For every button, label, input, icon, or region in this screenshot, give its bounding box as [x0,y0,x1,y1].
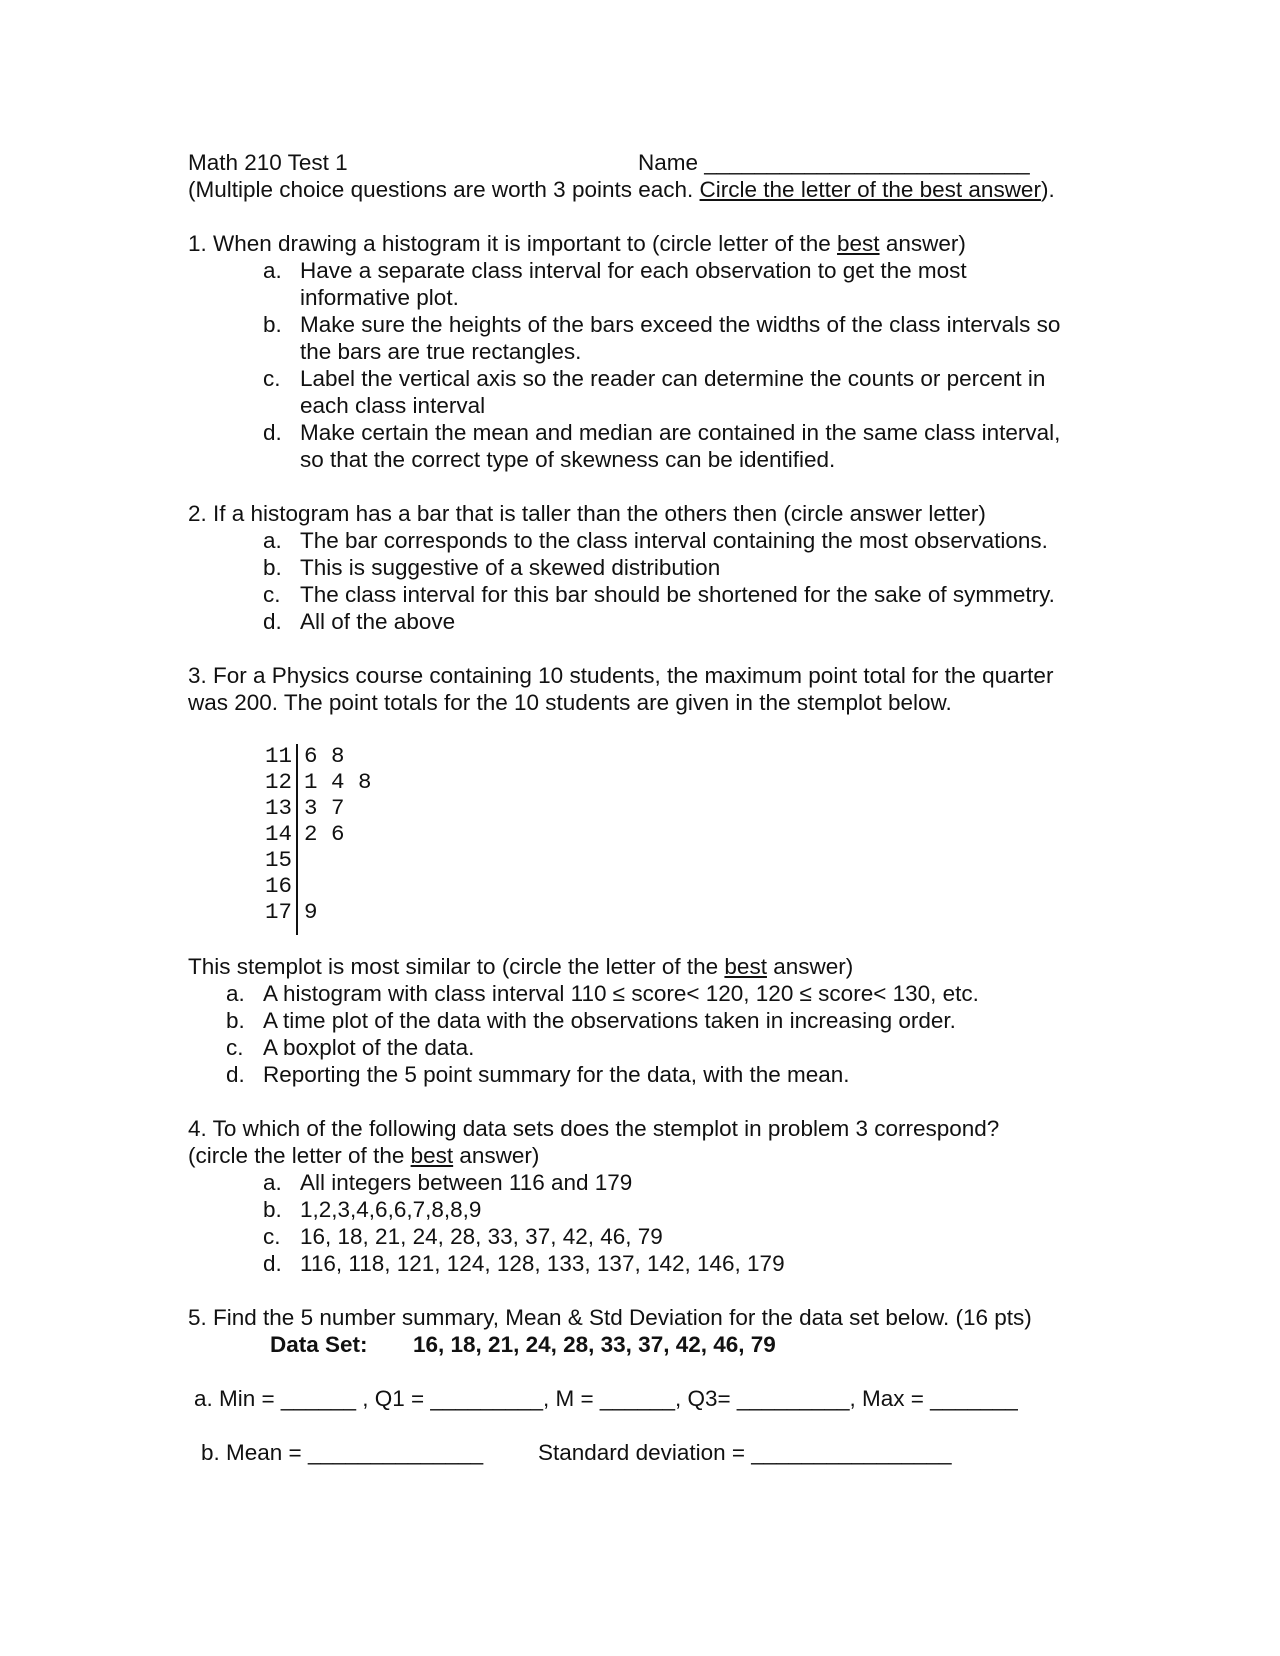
q5-summary-row[interactable]: a. Min = ______ , Q1 = _________, M = ______, Q3= _________, Max = _______ [194,1386,1018,1411]
q5-stem: 5. Find the 5 number summary, Mean & Std Deviation for the data set below. (16 pts) [188,1305,1032,1330]
q3-option-b-letter[interactable]: b. [226,1008,245,1033]
q4-option-b-letter[interactable]: b. [263,1197,282,1222]
q4-option-d-letter[interactable]: d. [263,1251,282,1276]
q3-option-c-letter[interactable]: c. [226,1035,244,1060]
stemplot-stem: 16 [264,873,292,899]
q1-option-d-line2: so that the correct type of skewness can be identified. [300,447,836,472]
q3-option-d: Reporting the 5 point summary for the data, with the mean. [263,1062,850,1087]
q1-option-d-line1: Make certain the mean and median are contained in the same class interval, [300,420,1061,445]
q1-option-b-line1: Make sure the heights of the bars exceed the widths of the class intervals so [300,312,1061,337]
name-blank[interactable]: __________________________ [704,150,1030,175]
stemplot-leaves: 6 8 [304,743,345,769]
q1-option-c-letter[interactable]: c. [263,366,281,391]
q2-option-a-letter[interactable]: a. [263,528,282,553]
q5-dataset-values: 16, 18, 21, 24, 28, 33, 37, 42, 46, 79 [413,1332,776,1357]
q3-option-a: A histogram with class interval 110 ≤ score< 120, 120 ≤ score< 130, etc. [263,981,979,1006]
q2-option-b-letter[interactable]: b. [263,555,282,580]
q4-option-d: 116, 118, 121, 124, 128, 133, 137, 142, 146, 179 [300,1251,785,1276]
q2-option-a: The bar corresponds to the class interval containing the most observations. [300,528,1048,553]
q2-option-c-letter[interactable]: c. [263,582,281,607]
q2-stem: 2. If a histogram has a bar that is taller than the others then (circle answer letter) [188,501,986,526]
instructions-emphasis: Circle the letter of the best answer [699,177,1041,202]
q3-prompt: This stemplot is most similar to (circle the letter of the best answer) [188,954,854,979]
q3-option-d-letter[interactable]: d. [226,1062,245,1087]
stemplot-leaves: 2 6 [304,821,345,847]
q5-mean-field[interactable]: b. Mean = ______________ [201,1440,484,1465]
q3-option-c: A boxplot of the data. [263,1035,475,1060]
q3-stem-line1: 3. For a Physics course containing 10 students, the maximum point total for the quarter [188,663,1054,688]
q2-option-d: All of the above [300,609,456,634]
name-field[interactable] [638,149,1030,176]
q4-option-c: 16, 18, 21, 24, 28, 33, 37, 42, 46, 79 [300,1224,663,1249]
q3-option-a-letter[interactable]: a. [226,981,245,1006]
q3-option-b: A time plot of the data with the observations taken in increasing order. [263,1008,956,1033]
stemplot-stem: 11 [264,743,292,769]
stemplot-stem: 13 [264,795,292,821]
q2-option-b: This is suggestive of a skewed distribution [300,555,721,580]
q1-stem: 1. When drawing a histogram it is important to (circle letter of the best answer) [188,231,966,256]
q1-option-a-line1: Have a separate class interval for each observation to get the most [300,258,967,283]
stemplot-divider [296,744,298,935]
q1-option-c-line2: each class interval [300,393,486,418]
instructions: (Multiple choice questions are worth 3 points each. Circle the letter of the best answer). [188,177,1055,202]
q1-option-a-letter[interactable]: a. [263,258,282,283]
name-label: Name [638,150,699,175]
q1-option-d-letter[interactable]: d. [263,420,282,445]
q3-stem-line2: was 200. The point totals for the 10 students are given in the stemplot below. [188,690,952,715]
stemplot-stem: 15 [264,847,292,873]
q1-option-b-line2: the bars are true rectangles. [300,339,582,364]
stemplot-stem: 12 [264,769,292,795]
q2-option-d-letter[interactable]: d. [263,609,282,634]
q1-option-c-line1: Label the vertical axis so the reader can determine the counts or percent in [300,366,1046,391]
q4-option-b: 1,2,3,4,6,6,7,8,8,9 [300,1197,482,1222]
stemplot-stem: 17 [264,899,292,925]
q2-option-c: The class interval for this bar should be shortened for the sake of symmetry. [300,582,1055,607]
stemplot-leaves: 1 4 8 [304,769,372,795]
q1-option-a-line2: informative plot. [300,285,459,310]
q5-dataset-label: Data Set: [270,1332,368,1357]
q4-stem-line1: 4. To which of the following data sets does the stemplot in problem 3 correspond? [188,1116,1000,1141]
q1-option-b-letter[interactable]: b. [263,312,282,337]
q4-option-a: All integers between 116 and 179 [300,1170,633,1195]
test-title: Math 210 Test 1 [188,150,348,175]
stemplot-stem: 14 [264,821,292,847]
q4-stem-line2: (circle the letter of the best answer) [188,1143,540,1168]
q4-option-a-letter[interactable]: a. [263,1170,282,1195]
q5-stddev-field[interactable]: Standard deviation = ________________ [538,1440,952,1465]
stemplot-leaves: 3 7 [304,795,345,821]
stemplot-leaves: 9 [304,899,318,925]
q4-option-c-letter[interactable]: c. [263,1224,281,1249]
